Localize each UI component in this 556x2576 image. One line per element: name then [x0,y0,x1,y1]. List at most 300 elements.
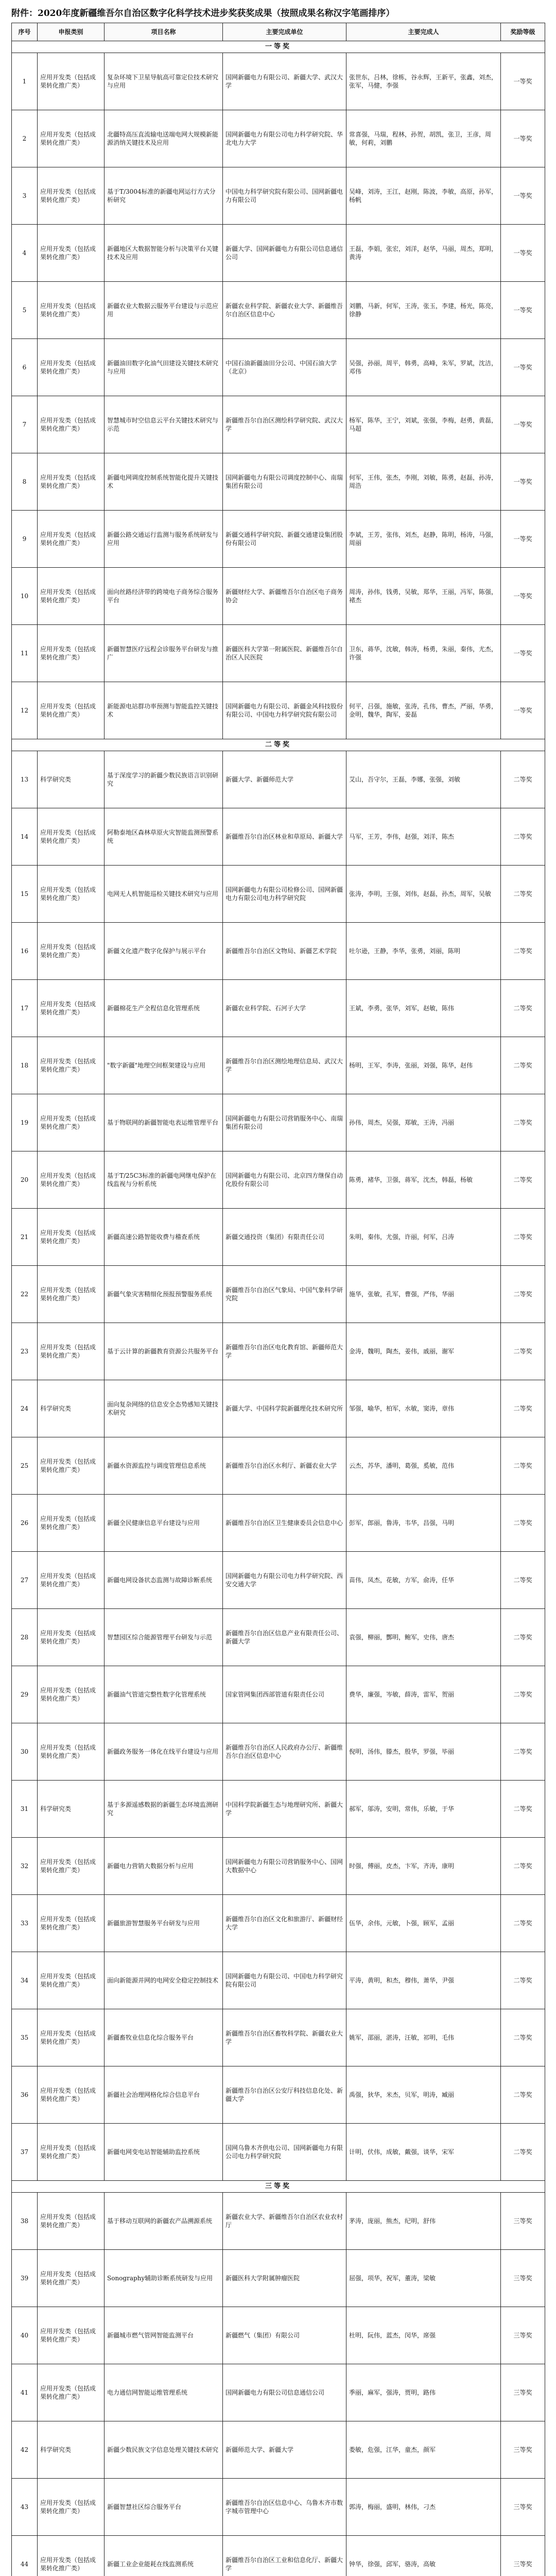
cell-category: 应用开发类（包括成果转化推广类） [38,980,105,1037]
cell-project-name: 新疆政务服务一体化在线平台建设与应用 [105,1723,223,1781]
cell-project-name: 基于T/25C3标准的新疆电网继电保护在线监视与分析系统 [105,1151,223,1209]
cell-no: 25 [12,1437,38,1495]
cell-no: 6 [12,339,38,396]
cell-people: 钟华，徐强，邱军，骆涛，高敏 [346,2536,501,2576]
cell-people: 何军，王伟，张杰，李刚，刘敏，陈勇，赵磊，孙涛，周浩 [346,453,501,511]
cell-project-name: 新疆电力营销大数据分析与应用 [105,1838,223,1895]
cell-category: 应用开发类（包括成果转化推广类） [38,339,105,396]
cell-award-level: 一等奖 [501,110,545,167]
cell-category: 应用开发类（包括成果转化推广类） [38,1323,105,1380]
cell-category: 应用开发类（包括成果转化推广类） [38,1552,105,1609]
cell-project-name: 新疆电网调度控制系统智能化提升关键技术 [105,453,223,511]
cell-units: 新疆医科大学第一附属医院、新疆维吾尔自治区人民医院 [223,625,346,682]
cell-no: 15 [12,866,38,923]
cell-people: 吐尔逊，王静，李华，张勇，刘丽，陈明 [346,923,501,980]
section-header-row [12,739,545,751]
cell-people: 张涛，李明，王强，刘伟，赵磊，孙杰，周军，吴敏 [346,866,501,923]
cell-units: 新疆维吾尔自治区测绘科学研究院、武汉大学 [223,396,346,453]
cell-units: 新疆大学、新疆师范大学 [223,751,346,808]
section-header-row [12,2181,545,2193]
cell-units: 新疆农业大学、新疆维吾尔自治区农业农村厅 [223,2193,346,2250]
cell-people: 李斌，王芳，张伟，刘杰，赵静，陈明，杨涛，马强，周丽 [346,511,501,568]
section-label: 三等奖 [12,2181,545,2193]
cell-category: 应用开发类（包括成果转化推广类） [38,1838,105,1895]
cell-no: 17 [12,980,38,1037]
cell-project-name: 基于深度学习的新疆少数民族语言识别研究 [105,751,223,808]
cell-project-name: "数字新疆"地理空间框架建设与应用 [105,1037,223,1094]
cell-project-name: 基于移动互联网的新疆农产品溯源系统 [105,2193,223,2250]
section-label: 二等奖 [12,739,545,751]
cell-project-name: 基于云计算的新疆教育资源公共服务平台 [105,1323,223,1380]
table-row [12,453,545,511]
cell-people: 郝军，邬涛，安明，常伟，乐敏，于华 [346,1781,501,1838]
table-row [12,225,545,282]
cell-category: 应用开发类（包括成果转化推广类） [38,568,105,625]
cell-award-level: 二等奖 [501,1552,545,1609]
cell-no: 35 [12,2009,38,2066]
cell-no: 32 [12,1838,38,1895]
table-row [12,53,545,110]
cell-award-level: 二等奖 [501,2009,545,2066]
cell-project-name: 新疆少数民族文字信息处理关键技术研究 [105,2421,223,2479]
table-row [12,1266,545,1323]
cell-people: 艾山，吾守尔，王磊，李娜，张强，刘敏 [346,751,501,808]
cell-project-name: 复杂环境下卫星导航高可靠定位技术研究与应用 [105,53,223,110]
cell-units: 新疆交通科学研究院、新疆交通建设集团股份有限公司 [223,511,346,568]
cell-category: 应用开发类（包括成果转化推广类） [38,53,105,110]
cell-award-level: 二等奖 [501,1723,545,1781]
cell-project-name: 电力通信网智能运维管理系统 [105,2364,223,2421]
cell-units: 国网新疆电力有限公司调度控制中心、南瑞集团有限公司 [223,453,346,511]
cell-people: 马军，王芳，李伟，赵强，刘洋，陈杰 [346,808,501,866]
cell-no: 19 [12,1094,38,1151]
cell-no: 5 [12,282,38,339]
awards-table [11,23,545,2576]
cell-award-level: 二等奖 [501,1895,545,1952]
cell-category: 应用开发类（包括成果转化推广类） [38,808,105,866]
cell-project-name: 面向复杂网络的信息安全态势感知关键技术研究 [105,1380,223,1437]
cell-people: 杨明，王军，李涛，张丽，刘强，陈华，赵伟 [346,1037,501,1094]
cell-category: 应用开发类（包括成果转化推广类） [38,225,105,282]
cell-category: 应用开发类（包括成果转化推广类） [38,923,105,980]
cell-units: 国网新疆电力有限公司电力科学研究院、西安交通大学 [223,1552,346,1609]
cell-project-name: 新疆畜牧业信息化综合服务平台 [105,2009,223,2066]
cell-no: 13 [12,751,38,808]
cell-no: 3 [12,167,38,225]
cell-award-level: 二等奖 [501,1666,545,1723]
header-no: 序号 [12,23,38,41]
cell-people: 孙伟，周杰，吴强，郑敏，王涛，冯丽 [346,1094,501,1151]
cell-project-name: 新疆水资源监控与调度管理信息系统 [105,1437,223,1495]
cell-people: 王斌，李勇，张华，刘军，赵敏，陈伟 [346,980,501,1037]
cell-category: 科学研究类 [38,751,105,808]
cell-units: 国网新疆电力有限公司检修公司、国网新疆电力有限公司电力科学研究院 [223,866,346,923]
cell-units: 国网新疆电力有限公司、新疆金风科技股份有限公司、中国电力科学研究院有限公司 [223,682,346,739]
cell-people: 施华，张敏，孔军，曹强，严伟，华丽 [346,1266,501,1323]
table-row [12,339,545,396]
cell-people: 王磊，李娟，张宏，刘洋，赵华，马丽，周杰，郑明，黄涛 [346,225,501,282]
cell-category: 应用开发类（包括成果转化推广类） [38,396,105,453]
cell-people: 姚军，邵丽，湛涛，汪敏，祁明，毛伟 [346,2009,501,2066]
cell-award-level: 二等奖 [501,751,545,808]
cell-units: 新疆维吾尔自治区卫生健康委员会信息中心 [223,1495,346,1552]
table-row [12,511,545,568]
cell-people: 屈强，项华，祝军，董涛，梁敏 [346,2250,501,2307]
table-row [12,1094,545,1151]
cell-units: 新疆维吾尔自治区文化和旅游厅、新疆财经大学 [223,1895,346,1952]
cell-no: 28 [12,1609,38,1666]
cell-award-level: 三等奖 [501,2479,545,2536]
cell-category: 应用开发类（包括成果转化推广类） [38,1666,105,1723]
cell-award-level: 一等奖 [501,53,545,110]
cell-category: 应用开发类（包括成果转化推广类） [38,1952,105,2009]
cell-project-name: 新疆地区大数据智能分析与决策平台关键技术及应用 [105,225,223,282]
cell-project-name: 新疆气象灾害精细化预报预警服务系统 [105,1266,223,1323]
cell-no: 39 [12,2250,38,2307]
table-row [12,396,545,453]
table-row [12,2536,545,2576]
cell-category: 应用开发类（包括成果转化推广类） [38,2193,105,2250]
cell-award-level: 二等奖 [501,2124,545,2181]
cell-award-level: 二等奖 [501,1838,545,1895]
cell-category: 应用开发类（包括成果转化推广类） [38,1895,105,1952]
cell-no: 16 [12,923,38,980]
header-project-name: 项目名称 [105,23,223,41]
table-body [12,41,545,2576]
cell-project-name: 新疆旅游智慧服务平台研发与应用 [105,1895,223,1952]
table-row [12,2307,545,2364]
cell-no: 1 [12,53,38,110]
cell-people: 杜明，阮伟，蓝杰，闵华，席强 [346,2307,501,2364]
table-row [12,282,545,339]
cell-award-level: 二等奖 [501,1380,545,1437]
cell-no: 34 [12,1952,38,2009]
cell-category: 应用开发类（包括成果转化推广类） [38,2307,105,2364]
table-header-row [12,23,545,41]
cell-category: 科学研究类 [38,1781,105,1838]
cell-category: 应用开发类（包括成果转化推广类） [38,2479,105,2536]
cell-units: 国网新疆电力有限公司、北京四方继保自动化股份有限公司 [223,1151,346,1209]
cell-project-name: 基于多源遥感数据的新疆生态环境监测研究 [105,1781,223,1838]
cell-award-level: 二等奖 [501,1437,545,1495]
cell-award-level: 三等奖 [501,2250,545,2307]
cell-units: 新疆维吾尔自治区工业和信息化厅、新疆大学 [223,2536,346,2576]
cell-people: 卫东，蒋华，沈敏，韩涛，杨勇，朱丽，秦伟，尤杰，许强 [346,625,501,682]
cell-no: 30 [12,1723,38,1781]
table-row [12,1552,545,1609]
cell-award-level: 二等奖 [501,1094,545,1151]
cell-people: 彭军，郎丽，鲁涛，韦华，昌强，马明 [346,1495,501,1552]
cell-category: 应用开发类（包括成果转化推广类） [38,625,105,682]
cell-units: 新疆农业科学院、石河子大学 [223,980,346,1037]
table-row [12,1037,545,1094]
cell-award-level: 二等奖 [501,923,545,980]
cell-people: 倪明，汤伟，滕杰，殷华，罗强，毕丽 [346,1723,501,1781]
cell-no: 24 [12,1380,38,1437]
cell-units: 中国电力科学研究院有限公司、国网新疆电力有限公司 [223,167,346,225]
header-units: 主要完成单位 [223,23,346,41]
cell-project-name: 阿勒泰地区森林草原火灾智能监测预警系统 [105,808,223,866]
cell-category: 应用开发类（包括成果转化推广类） [38,2536,105,2576]
cell-award-level: 二等奖 [501,808,545,866]
cell-award-level: 一等奖 [501,339,545,396]
cell-no: 21 [12,1209,38,1266]
cell-project-name: 北疆特高压直流输电送端电网大规模新能源消纳关键技术及应用 [105,110,223,167]
cell-no: 43 [12,2479,38,2536]
cell-award-level: 一等奖 [501,568,545,625]
cell-award-level: 二等奖 [501,1151,545,1209]
cell-project-name: 新疆电网变电站智能辅助监控系统 [105,2124,223,2181]
cell-people: 云杰，苏华，潘明，葛强，奚敏，范伟 [346,1437,501,1495]
cell-no: 10 [12,568,38,625]
table-row [12,167,545,225]
cell-no: 11 [12,625,38,682]
cell-people: 杨军，陈华，王宁，刘斌，张强，李梅，赵勇，黄磊，马超 [346,396,501,453]
cell-no: 18 [12,1037,38,1094]
cell-no: 2 [12,110,38,167]
table-row [12,1895,545,1952]
cell-people: 娄敏，危强，江华，童杰，颜军 [346,2421,501,2479]
table-row [12,866,545,923]
cell-award-level: 二等奖 [501,2066,545,2124]
table-row [12,1952,545,2009]
cell-units: 新疆维吾尔自治区林业和草原局、新疆大学 [223,808,346,866]
cell-units: 新疆燃气（集团）有限公司 [223,2307,346,2364]
table-row [12,1209,545,1266]
cell-units: 新疆大学、中国科学院新疆理化技术研究所 [223,1380,346,1437]
table-row [12,923,545,980]
cell-category: 科学研究类 [38,1380,105,1437]
header-category: 申报类别 [38,23,105,41]
cell-award-level: 二等奖 [501,1495,545,1552]
table-row [12,2250,545,2307]
cell-people: 伍华，余伟，元敏，卜强，顾军，孟丽 [346,1895,501,1952]
cell-award-level: 三等奖 [501,2536,545,2576]
cell-units: 新疆医科大学附属肿瘤医院 [223,2250,346,2307]
cell-no: 4 [12,225,38,282]
cell-category: 应用开发类（包括成果转化推广类） [38,866,105,923]
cell-units: 新疆维吾尔自治区人民政府办公厅、新疆维吾尔自治区信息中心 [223,1723,346,1781]
table-row [12,1838,545,1895]
cell-award-level: 二等奖 [501,866,545,923]
table-row [12,980,545,1037]
cell-project-name: 新疆智慧社区综合服务平台 [105,2479,223,2536]
cell-project-name: 新疆工业企业能耗在线监测系统 [105,2536,223,2576]
cell-project-name: 电网无人机智能巡检关键技术研究与应用 [105,866,223,923]
cell-project-name: 新疆高速公路智能收费与稽查系统 [105,1209,223,1266]
cell-category: 应用开发类（包括成果转化推广类） [38,1094,105,1151]
cell-units: 新疆交通投资（集团）有限责任公司 [223,1209,346,1266]
cell-people: 茅涛，庞丽，熊杰，纪明，舒伟 [346,2193,501,2250]
cell-units: 新疆维吾尔自治区气象局、中国气象科学研究院 [223,1266,346,1323]
cell-no: 40 [12,2307,38,2364]
cell-no: 9 [12,511,38,568]
cell-people: 刘鹏，马新，何军，王涛，张玉，李建，杨光，陈亮，徐静 [346,282,501,339]
cell-category: 应用开发类（包括成果转化推广类） [38,2066,105,2124]
cell-project-name: 新疆全民健康信息平台建设与应用 [105,1495,223,1552]
cell-category: 应用开发类（包括成果转化推广类） [38,1437,105,1495]
cell-award-level: 二等奖 [501,1037,545,1094]
cell-units: 国网乌鲁木齐供电公司、国网新疆电力有限公司电力科学研究院 [223,2124,346,2181]
cell-units: 新疆维吾尔自治区文物局、新疆艺术学院 [223,923,346,980]
cell-project-name: 新疆文化遗产数字化保护与展示平台 [105,923,223,980]
table-row [12,2364,545,2421]
cell-award-level: 三等奖 [501,2193,545,2250]
cell-people: 张世东，吕林，徐栋，谷永辉，王新平，张鑫，刘杰，张军，马健，李强 [346,53,501,110]
cell-units: 国家管网集团西部管道有限责任公司 [223,1666,346,1723]
cell-project-name: 基于T/3004标准的新疆电网运行方式分析研究 [105,167,223,225]
cell-award-level: 一等奖 [501,453,545,511]
cell-no: 37 [12,2124,38,2181]
cell-no: 29 [12,1666,38,1723]
table-row [12,751,545,808]
cell-people: 费华，廉强，岑敏，薛涛，雷军，贺丽 [346,1666,501,1723]
cell-category: 应用开发类（包括成果转化推广类） [38,1723,105,1781]
cell-award-level: 一等奖 [501,396,545,453]
cell-award-level: 一等奖 [501,225,545,282]
cell-project-name: 智慧园区综合能源管理平台研发与示范 [105,1609,223,1666]
table-row [12,808,545,866]
cell-no: 14 [12,808,38,866]
cell-no: 20 [12,1151,38,1209]
cell-category: 应用开发类（包括成果转化推广类） [38,1609,105,1666]
cell-category: 应用开发类（包括成果转化推广类） [38,1266,105,1323]
cell-award-level: 一等奖 [501,511,545,568]
cell-people: 常喜强，马瑞，程林，孙贺，胡凯，张卫，王彦，周敏，何莉，刘鹏 [346,110,501,167]
cell-project-name: Sonography辅助诊断系统研发与应用 [105,2250,223,2307]
cell-project-name: 新疆油气管道完整性数字化管理系统 [105,1666,223,1723]
cell-award-level: 一等奖 [501,167,545,225]
cell-units: 新疆维吾尔自治区测绘地理信息局、武汉大学 [223,1037,346,1094]
cell-project-name: 新疆电网设备状态监测与故障诊断系统 [105,1552,223,1609]
table-row [12,568,545,625]
cell-people: 陈勇，褚华，卫强，蒋军，沈杰，韩磊，杨敏 [346,1151,501,1209]
cell-no: 7 [12,396,38,453]
cell-people: 周涛，孙伟，钱勇，吴敏，郑华，王丽，冯军，陈强，褚杰 [346,568,501,625]
cell-project-name: 新疆农业大数据云服务平台建设与示范应用 [105,282,223,339]
header-people: 主要完成人 [346,23,501,41]
cell-category: 应用开发类（包括成果转化推广类） [38,453,105,511]
table-row [12,682,545,739]
cell-units: 新疆财经大学、新疆维吾尔自治区电子商务协会 [223,568,346,625]
cell-people: 何平，吕强，施敏，张涛，孔伟，曹杰，严丽，华勇，金明，魏华，陶军，姜磊 [346,682,501,739]
cell-units: 新疆维吾尔自治区信息产业有限责任公司、新疆大学 [223,1609,346,1666]
cell-category: 应用开发类（包括成果转化推广类） [38,1151,105,1209]
cell-category: 应用开发类（包括成果转化推广类） [38,282,105,339]
cell-award-level: 三等奖 [501,2421,545,2479]
cell-no: 12 [12,682,38,739]
cell-units: 新疆维吾尔自治区信息中心、乌鲁木齐市数字城市管理中心 [223,2479,346,2536]
section-header-row [12,41,545,53]
cell-no: 36 [12,2066,38,2124]
cell-units: 国网新疆电力有限公司电力科学研究院、华北电力大学 [223,110,346,167]
cell-units: 新疆维吾尔自治区电化教育馆、新疆师范大学 [223,1323,346,1380]
cell-category: 应用开发类（包括成果转化推广类） [38,2364,105,2421]
cell-award-level: 三等奖 [501,2307,545,2364]
cell-award-level: 二等奖 [501,1952,545,2009]
cell-people: 计明，伏伟，成敏，戴强，谈华，宋军 [346,2124,501,2181]
cell-people: 禹强，狄华，米杰，贝军，明涛，臧丽 [346,2066,501,2124]
cell-units: 国网新疆电力有限公司信息通信公司 [223,2364,346,2421]
cell-project-name: 新疆公路交通运行监测与服务系统研发与应用 [105,511,223,568]
cell-units: 新疆师范大学、新疆大学 [223,2421,346,2479]
cell-category: 应用开发类（包括成果转化推广类） [38,167,105,225]
table-row [12,1609,545,1666]
cell-project-name: 新疆社会治理网格化综合信息平台 [105,2066,223,2124]
cell-people: 季丽，麻军，强涛，贾明，路伟 [346,2364,501,2421]
cell-project-name: 新疆智慧医疗远程会诊服务平台研发与推广 [105,625,223,682]
cell-no: 42 [12,2421,38,2479]
cell-no: 27 [12,1552,38,1609]
cell-no: 31 [12,1781,38,1838]
table-row [12,1323,545,1380]
cell-units: 中国科学院新疆生态与地理研究所、新疆大学 [223,1781,346,1838]
cell-people: 朱明，秦伟，尤强，许丽，何军，吕涛 [346,1209,501,1266]
cell-award-level: 一等奖 [501,282,545,339]
cell-category: 应用开发类（包括成果转化推广类） [38,110,105,167]
section-label: 一等奖 [12,41,545,53]
cell-project-name: 智慧城市时空信息云平台关键技术研究与示范 [105,396,223,453]
cell-people: 吴峰，刘涛，王江，赵刚，陈波，李敏，高原，孙军，杨帆 [346,167,501,225]
table-row [12,1151,545,1209]
cell-category: 应用开发类（包括成果转化推广类） [38,2009,105,2066]
cell-no: 41 [12,2364,38,2421]
cell-award-level: 二等奖 [501,1781,545,1838]
cell-people: 金涛，魏明，陶杰，姜伟，戚丽，谢军 [346,1323,501,1380]
table-row [12,1781,545,1838]
cell-category: 应用开发类（包括成果转化推广类） [38,2250,105,2307]
cell-project-name: 基于物联网的新疆智能电表运维管理平台 [105,1094,223,1151]
cell-project-name: 面向丝路经济带的跨境电子商务综合服务平台 [105,568,223,625]
cell-people: 吴强，孙丽，周平，韩勇，高峰，朱军，罗斌，沈洁，邓伟 [346,339,501,396]
cell-project-name: 新疆城市燃气管网智能监测平台 [105,2307,223,2364]
cell-units: 国网新疆电力有限公司、新疆大学、武汉大学 [223,53,346,110]
table-row [12,110,545,167]
cell-units: 新疆维吾尔自治区畜牧科学院、新疆农业大学 [223,2009,346,2066]
cell-no: 44 [12,2536,38,2576]
cell-people: 苗伟，凤杰，花敏，方军，俞涛，任华 [346,1552,501,1609]
cell-people: 袁强，柳丽，酆明，鲍军，史伟，唐杰 [346,1609,501,1666]
cell-award-level: 三等奖 [501,2364,545,2421]
table-row [12,2421,545,2479]
table-row [12,2009,545,2066]
cell-category: 应用开发类（包括成果转化推广类） [38,682,105,739]
cell-award-level: 一等奖 [501,625,545,682]
document-title: 附件：2020年度新疆维吾尔自治区数字化科学技术进步奖获奖成果（按照成果名称汉字笔画排序） [11,8,395,19]
cell-no: 38 [12,2193,38,2250]
cell-category: 应用开发类（包括成果转化推广类） [38,2124,105,2181]
cell-project-name: 新能源电站群功率预测与智能监控关键技术 [105,682,223,739]
table-row [12,2066,545,2124]
cell-award-level: 二等奖 [501,1323,545,1380]
cell-category: 应用开发类（包括成果转化推广类） [38,1495,105,1552]
table-row [12,1437,545,1495]
cell-award-level: 二等奖 [501,1266,545,1323]
cell-people: 郭涛，梅丽，盛明，林伟，刁杰 [346,2479,501,2536]
table-row [12,1666,545,1723]
cell-award-level: 二等奖 [501,980,545,1037]
cell-category: 科学研究类 [38,2421,105,2479]
table-row [12,625,545,682]
cell-units: 新疆大学、国网新疆电力有限公司信息通信公司 [223,225,346,282]
cell-units: 国网新疆电力有限公司、中国电力科学研究院有限公司 [223,1952,346,2009]
cell-units: 新疆维吾尔自治区公安厅科技信息化处、新疆大学 [223,2066,346,2124]
cell-project-name: 新疆油田数字化油气田建设关键技术研究与应用 [105,339,223,396]
cell-units: 国网新疆电力有限公司营销服务中心、国网大数据中心 [223,1838,346,1895]
cell-people: 邹强，喻华，柏军，水敏，窦涛，章伟 [346,1380,501,1437]
cell-no: 8 [12,453,38,511]
cell-units: 中国石油新疆油田分公司、中国石油大学（北京） [223,339,346,396]
